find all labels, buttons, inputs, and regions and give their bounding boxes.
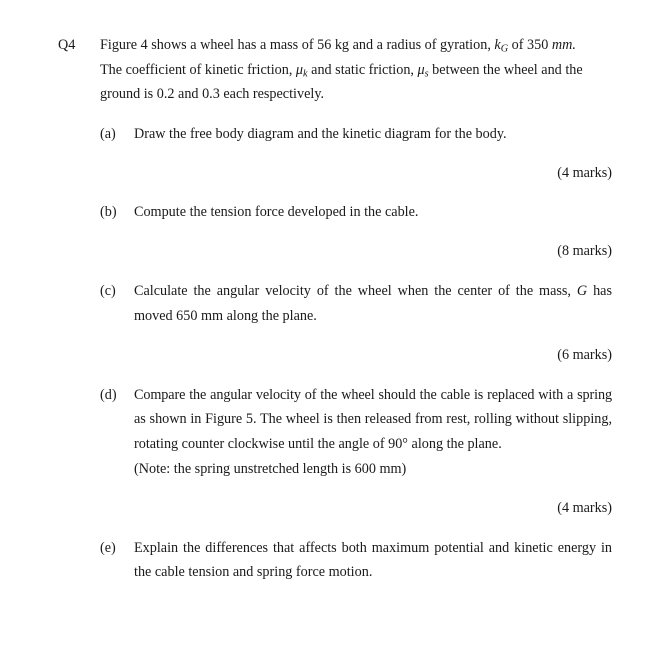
intro-text-2b: and static friction, (307, 62, 418, 78)
intro-text-1b: of 350 (508, 37, 552, 53)
intro-text-2a: The coefficient of kinetic friction, (100, 62, 296, 78)
part-a-label: (a) (100, 126, 116, 142)
part-d-label: (d) (100, 387, 117, 403)
part-c-line-2: moved 650 mm along the plane. (134, 308, 317, 324)
intro-text-1a: Figure 4 shows a wheel has a mass of 56 kg and a radius of gyration, (100, 37, 495, 53)
part-c-marks: (6 marks) (557, 347, 612, 363)
part-b-label: (b) (100, 204, 117, 220)
var-g: G (576, 283, 588, 299)
part-e-label: (e) (100, 540, 116, 556)
part-d-line-3: rotating counter clockwise until the angle of 90° along the plane. (134, 436, 502, 452)
part-d-line-4: (Note: the spring unstretched length is 600 mm) (134, 461, 407, 477)
part-d-line-1: Compare the angular velocity of the wheel should the cable is replaced with a spring (134, 387, 612, 403)
part-c-line-1: Calculate the angular velocity of the wheel when the center of the mass, G has (134, 283, 612, 299)
part-c-label: (c) (100, 283, 116, 299)
intro-text-2c: between the wheel and the (428, 62, 583, 78)
part-b-marks: (8 marks) (557, 243, 612, 259)
part-d-marks: (4 marks) (557, 500, 612, 516)
intro-line-2 (100, 60, 583, 80)
kg-symbol: $k_G$ (494, 37, 509, 55)
unit-mm: mm. (551, 37, 576, 53)
part-a-text: Draw the free body diagram and the kinetic diagram for the body. (134, 126, 507, 142)
mu-s-symbol: $\mu_s$ (417, 62, 429, 80)
part-e-line-2: the cable tension and spring force motion. (134, 564, 373, 580)
intro-line-3: ground is 0.2 and 0.3 each respectively. (100, 86, 325, 102)
part-d-line-2: as shown in Figure 5. The wheel is then released from rest, rolling without slipping, (134, 411, 612, 427)
mu-k-symbol: $\mu_k$ (295, 62, 308, 80)
part-e-line-1: Explain the differences that affects both maximum potential and kinetic energy in (134, 540, 612, 556)
part-a-marks: (4 marks) (557, 165, 612, 181)
part-b-text: Compute the tension force developed in the cable. (134, 204, 419, 220)
question-number: Q4 (58, 37, 76, 53)
intro-line-1 (100, 35, 576, 55)
